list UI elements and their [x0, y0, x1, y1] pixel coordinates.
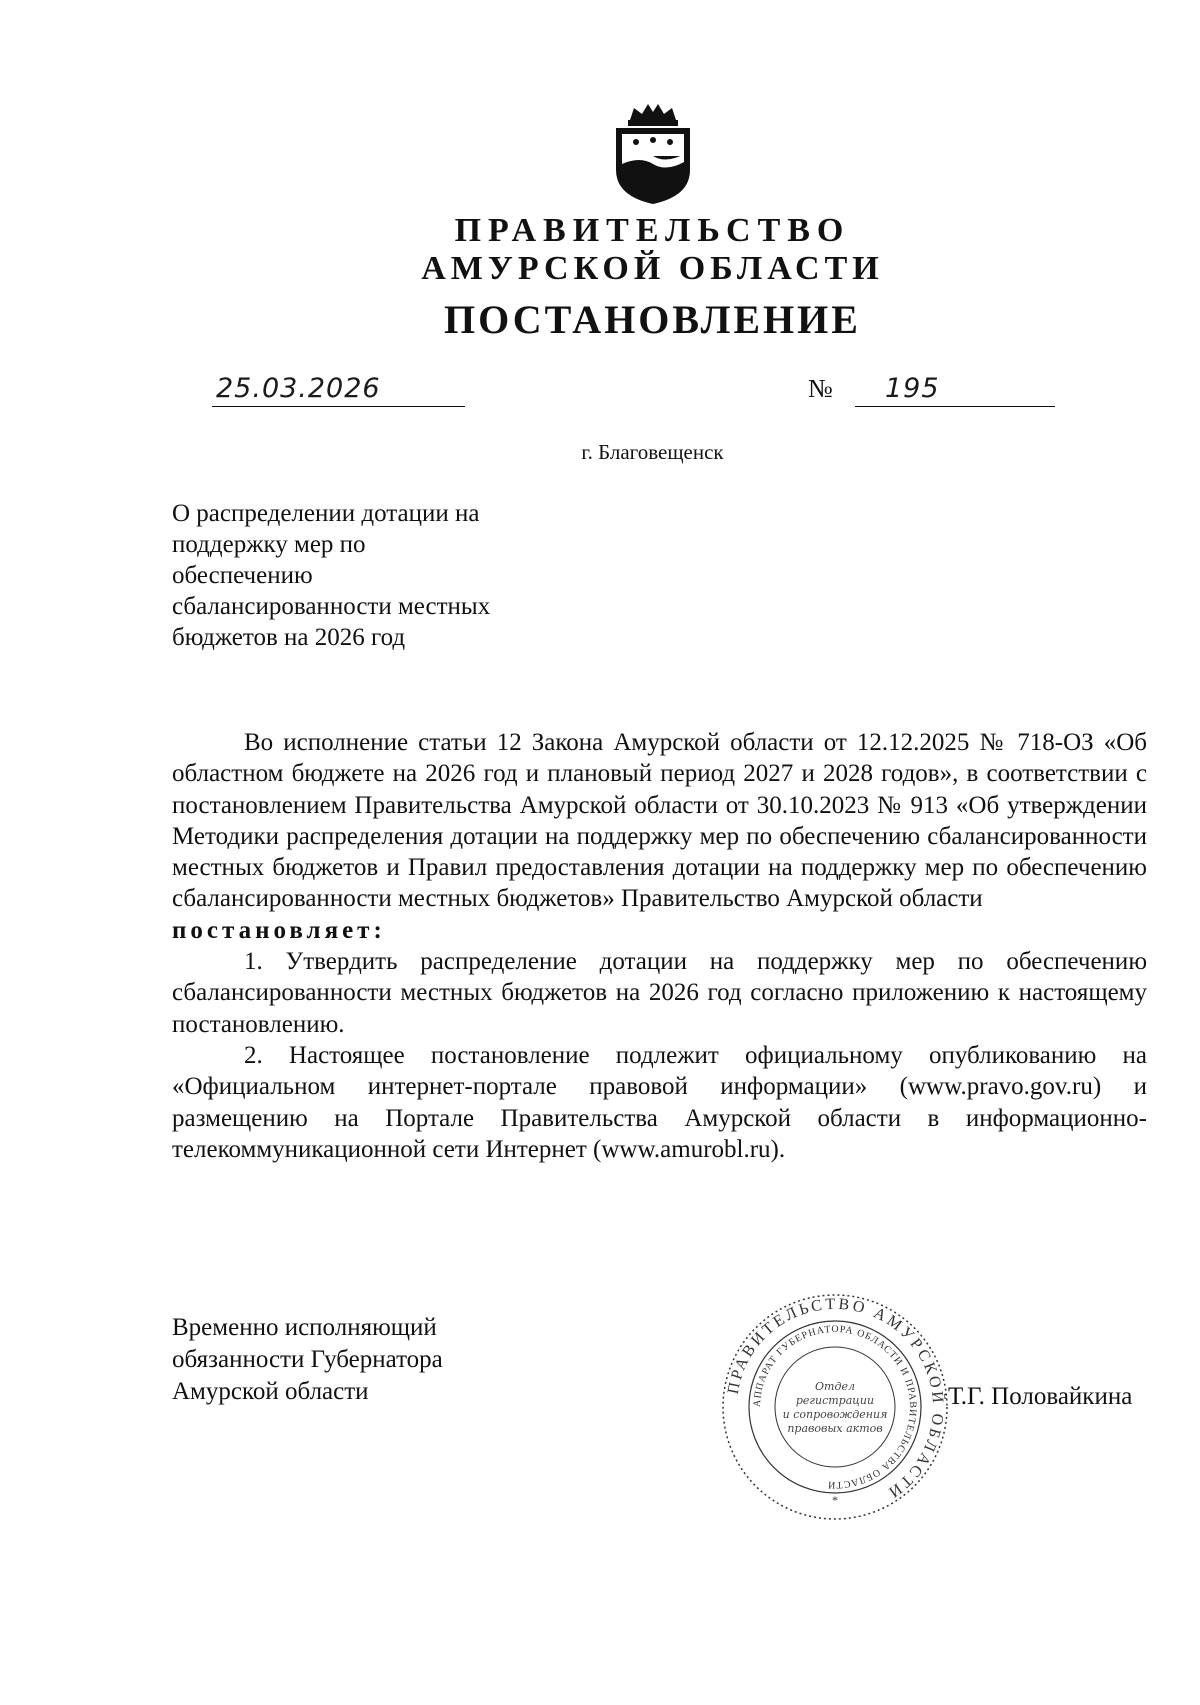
svg-text:ПРАВИТЕЛЬСТВО АМУРСКОЙ ОБЛАСТИ: ПРАВИТЕЛЬСТВО АМУРСКОЙ ОБЛАСТИ: [724, 1295, 947, 1503]
svg-text:*: *: [832, 1493, 838, 1507]
preamble-paragraph: Во исполнение статьи 12 Закона Амурской области от 12.12.2025 № 718-ОЗ «Об областном бюджете на 2026 год и плановый период 2027 и 2028 годов», в соответствии с постановлением Правительства Амурской области от 30.10.2023 № 913 «Об утверждении Методики распределения дотации на поддержку мер по обеспечению сбалансированности местных бюджетов и Правил предоставления дотации на поддержку мер по обеспечению сбалансированности местных бюджетов» Правительство Амурской области: [172, 729, 1147, 913]
signer-title: [172, 1312, 443, 1408]
item-2-paragraph: 2. Настоящее постановление подлежит официальному опубликованию на «Официальном интернет-портале правовой информации» (www.pravo.gov.ru) и размещению на Портале Правительства Амурской области в информационно-телекоммуникационной сети Интернет (www.amurobl.ru).: [172, 1041, 1147, 1163]
svg-text:АППАРАТ ГУБЕРНАТОРА ОБЛАСТИ И: АППАРАТ ГУБЕРНАТОРА ОБЛАСТИ И ПРАВИТЕЛЬСТВА ОБЛАСТИ: [751, 1323, 919, 1491]
document-body: [172, 727, 1147, 1165]
handwritten-date: 25.03.2026: [216, 373, 381, 404]
signer-title-line: обязанности Губернатора: [172, 1346, 443, 1373]
number-sign: №: [808, 374, 833, 403]
org-name-line1: ПРАВИТЕЛЬСТВО: [454, 212, 851, 249]
item-1-paragraph: 1. Утвердить распределение дотации на поддержку мер по обеспечению сбалансированности местных бюджетов на 2026 год согласно приложению к настоящему постановлению.: [172, 948, 1147, 1038]
svg-text:Отдел: Отдел: [815, 1380, 855, 1393]
official-seal: [720, 1292, 950, 1522]
signer-title-line: Амурской области: [172, 1378, 369, 1405]
amur-coat-of-arms-icon: [610, 100, 696, 206]
subject-line: сбалансированности местных: [172, 593, 491, 620]
svg-text:и сопровождения: и сопровождения: [782, 1408, 888, 1421]
signer-name: Т.Г. Половайкина: [948, 1383, 1133, 1410]
org-name-line2: АМУРСКОЙ ОБЛАСТИ: [421, 250, 884, 287]
number-field: [855, 368, 1055, 407]
subject-line: поддержку мер по: [172, 531, 366, 558]
signer-title-line: Временно исполняющий: [172, 1314, 437, 1341]
svg-text:правовых актов: правовых актов: [787, 1422, 883, 1435]
subject-line: бюджетов на 2026 год: [172, 624, 406, 651]
svg-text:регистрации: регистрации: [795, 1394, 875, 1407]
decision-word: постановляет:: [172, 916, 386, 944]
document-subject: [172, 498, 552, 653]
city: г. Благовещенск: [581, 440, 724, 464]
document-type: ПОСТАНОВЛЕНИЕ: [444, 297, 861, 342]
handwritten-number: 195: [885, 373, 940, 404]
subject-line: обеспечению: [172, 562, 313, 589]
subject-line: О распределении дотации на: [172, 500, 480, 527]
date-field: [212, 368, 465, 407]
